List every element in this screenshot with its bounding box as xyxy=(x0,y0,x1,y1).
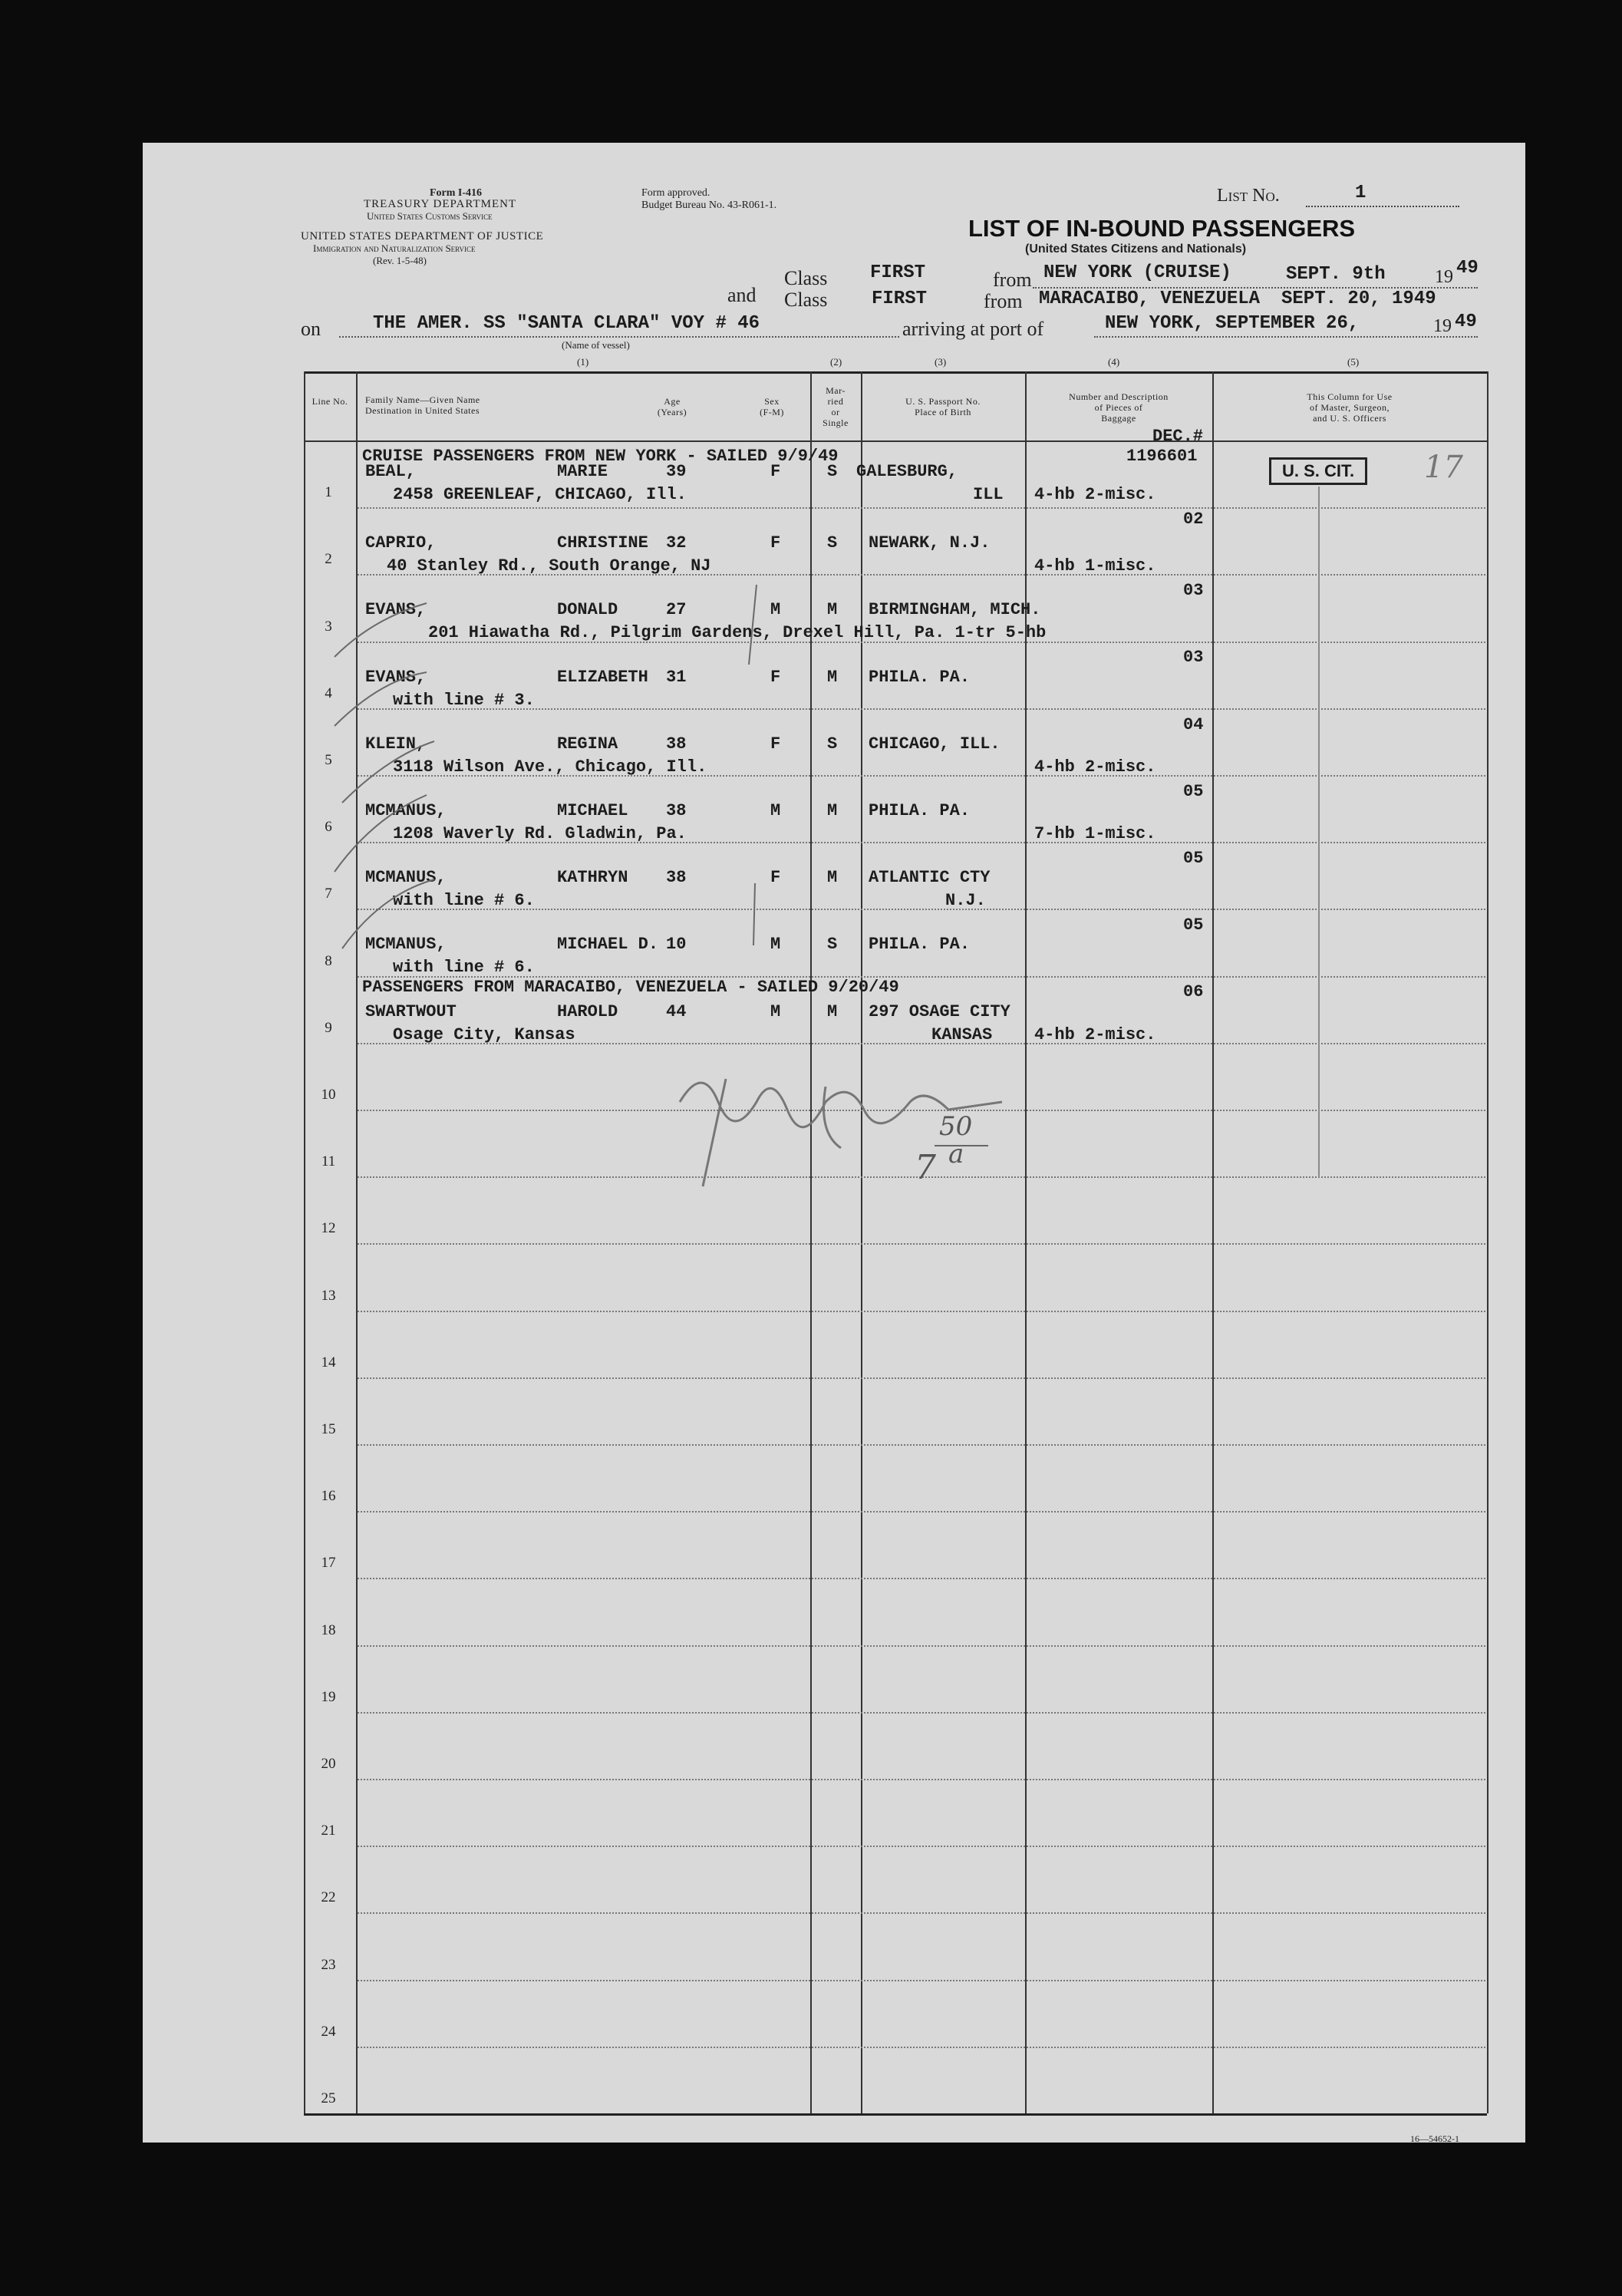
header-passport: U. S. Passport No. Place of Birth xyxy=(905,396,981,417)
pencil-slash xyxy=(335,672,427,726)
year-value-1: 49 xyxy=(1456,258,1479,279)
passenger-given-name: KATHRYN xyxy=(557,868,628,888)
fraction-numerator: 50 xyxy=(939,1111,973,1142)
page-subtitle: (United States Citizens and Nationals) xyxy=(1025,242,1247,256)
passenger-age: 27 xyxy=(666,600,687,620)
row-rule xyxy=(358,1444,1485,1446)
date-value-1: SEPT. 9th xyxy=(1286,264,1386,285)
fraction-denominator: a xyxy=(948,1139,964,1169)
header-age: Age (Years) xyxy=(657,396,687,417)
customs-service: United States Customs Service xyxy=(367,210,493,222)
passenger-birthplace-2: N.J. xyxy=(945,891,986,911)
passenger-birthplace: GALESBURG, xyxy=(856,462,958,481)
passenger-marital-status: M xyxy=(827,667,838,687)
passenger-dec-number: 03 xyxy=(1183,581,1204,601)
pencil-slash xyxy=(753,883,755,945)
passenger-birthplace: PHILA. PA. xyxy=(869,935,971,955)
on-label: on xyxy=(301,318,321,340)
col-num-3: (3) xyxy=(935,356,947,368)
class-label-1: Class xyxy=(784,267,828,289)
passenger-sex: M xyxy=(770,600,781,620)
passenger-destination: with line # 6. xyxy=(393,958,535,978)
pencil-slash xyxy=(749,585,757,665)
passenger-birthplace: CHICAGO, ILL. xyxy=(869,734,1001,754)
passenger-family-name: EVANS, xyxy=(365,600,427,620)
date-value-2: SEPT. 20, 1949 xyxy=(1281,289,1436,309)
line-number: 9 xyxy=(325,1019,332,1036)
passenger-age: 10 xyxy=(666,935,687,955)
arriving-label: arriving at port of xyxy=(902,318,1044,340)
header-baggage: Number and Description of Pieces of Baggage xyxy=(1069,391,1169,424)
passenger-age: 39 xyxy=(666,462,687,481)
year-prefix-3: 19 xyxy=(1433,316,1452,336)
passenger-birthplace-2: KANSAS xyxy=(931,1024,993,1044)
passenger-age: 38 xyxy=(666,868,687,888)
passenger-family-name: BEAL, xyxy=(365,462,417,481)
row-rule xyxy=(358,1712,1485,1714)
line-number: 7 xyxy=(325,886,332,902)
treasury-dept: TREASURY DEPARTMENT xyxy=(364,198,517,210)
line-number: 19 xyxy=(321,1688,336,1705)
passenger-family-name: MCMANUS, xyxy=(365,801,447,820)
line-number: 21 xyxy=(321,1823,336,1839)
passenger-dec-number: 04 xyxy=(1183,714,1204,734)
passenger-marital-status: M xyxy=(827,600,838,620)
line-number: 11 xyxy=(321,1153,336,1170)
header-line-no: Line No. xyxy=(312,396,348,407)
stamp-count: 17 xyxy=(1424,450,1463,485)
passenger-sex: F xyxy=(770,462,781,481)
line-number: 15 xyxy=(321,1421,336,1437)
row-rule xyxy=(358,2047,1485,2048)
passenger-marital-status: M xyxy=(827,801,838,820)
pencil-slash xyxy=(335,795,427,872)
passenger-family-name: KLEIN, xyxy=(365,734,427,754)
table-bottom xyxy=(304,2113,1487,2116)
line-number: 6 xyxy=(325,819,332,836)
dec-number: 1196601 xyxy=(1126,447,1198,466)
doj: UNITED STATES DEPARTMENT OF JUSTICE xyxy=(301,230,544,242)
class-value-2: FIRST xyxy=(872,289,928,309)
line-number: 25 xyxy=(321,2090,336,2106)
passenger-family-name: CAPRIO, xyxy=(365,533,437,553)
passenger-marital-status: S xyxy=(827,935,838,955)
passenger-destination: with line # 6. xyxy=(393,891,535,911)
from-label-2: from xyxy=(984,290,1023,312)
line-number: 14 xyxy=(321,1354,336,1371)
manifest-page xyxy=(143,143,1525,2143)
passenger-destination: 40 Stanley Rd., South Orange, NJ xyxy=(387,556,711,576)
passenger-marital-status: S xyxy=(827,462,838,481)
passenger-age: 38 xyxy=(666,734,687,754)
row-rule xyxy=(358,1311,1485,1312)
passenger-dec-number: 03 xyxy=(1183,648,1204,668)
line-number: 2 xyxy=(325,551,332,568)
section-header-maracaibo: PASSENGERS FROM MARACAIBO, VENEZUELA - SAILED 9/20/49 xyxy=(362,978,899,997)
passenger-age: 31 xyxy=(666,667,687,687)
passenger-family-name: MCMANUS, xyxy=(365,868,447,888)
from-value-1: NEW YORK (CRUISE) xyxy=(1043,262,1231,283)
line-number: 13 xyxy=(321,1287,336,1304)
class-value-1: FIRST xyxy=(870,262,926,283)
col-num-1: (1) xyxy=(577,356,589,368)
passenger-given-name: MARIE xyxy=(557,462,608,481)
passenger-destination: 201 Hiawatha Rd., Pilgrim Gardens, Drexel Hill, Pa. 1-tr 5-hb xyxy=(428,623,1047,643)
col-num-5: (5) xyxy=(1347,356,1360,368)
passenger-birthplace: 297 OSAGE CITY xyxy=(869,1001,1010,1021)
page-title: LIST OF IN-BOUND PASSENGERS xyxy=(968,215,1356,242)
dec-label: DEC.# xyxy=(1152,427,1204,446)
year-value-3: 49 xyxy=(1455,312,1477,332)
line-number: 4 xyxy=(325,685,332,701)
row-rule xyxy=(358,1511,1485,1513)
line-number: 3 xyxy=(325,618,332,635)
row-rule xyxy=(358,1846,1485,1847)
passenger-given-name: MICHAEL D. xyxy=(557,935,659,955)
passenger-sex: F xyxy=(770,734,781,754)
passenger-baggage: 4-hb 2-misc. xyxy=(1034,1024,1156,1044)
footer-code: 16—54652-1 xyxy=(1410,2133,1459,2144)
passenger-sex: F xyxy=(770,868,781,888)
passenger-dec-number: 05 xyxy=(1183,781,1204,801)
ins: Immigration and Naturalization Service xyxy=(313,242,476,254)
passenger-dec-number: 05 xyxy=(1183,915,1204,935)
row-rule xyxy=(358,1377,1485,1379)
col-num-4: (4) xyxy=(1108,356,1120,368)
list-no-value: 1 xyxy=(1355,183,1367,203)
from-value-2: MARACAIBO, VENEZUELA xyxy=(1039,289,1261,309)
and-label: and xyxy=(727,284,757,306)
line-number: 16 xyxy=(321,1488,336,1505)
port-value: NEW YORK, SEPTEMBER 26, xyxy=(1105,313,1360,334)
header-officers: This Column for Use of Master, Surgeon, and U. S. Officers xyxy=(1307,391,1393,424)
row-rule xyxy=(358,1779,1485,1780)
fraction-whole: 7 xyxy=(915,1148,936,1187)
signature-text xyxy=(710,1073,715,1074)
row-rule xyxy=(358,1912,1485,1914)
passenger-dec-number: 05 xyxy=(1183,849,1204,868)
from-label-1: from xyxy=(993,269,1032,291)
row-rule xyxy=(358,1980,1485,1981)
passenger-birthplace: NEWARK, N.J. xyxy=(869,533,991,553)
passenger-baggage: 7-hb 1-misc. xyxy=(1034,824,1156,843)
passenger-given-name: HAROLD xyxy=(557,1001,618,1021)
passenger-sex: M xyxy=(770,935,781,955)
passenger-given-name: CHRISTINE xyxy=(557,533,648,553)
class-label-2: Class xyxy=(784,289,828,311)
passenger-destination: with line # 3. xyxy=(393,690,535,710)
passenger-birthplace: ATLANTIC CTY xyxy=(869,868,991,888)
passenger-family-name: MCMANUS, xyxy=(365,935,447,955)
list-no-label: List No. xyxy=(1217,186,1280,206)
passenger-marital-status: M xyxy=(827,868,838,888)
passenger-age: 32 xyxy=(666,533,687,553)
passenger-given-name: REGINA xyxy=(557,734,618,754)
line-number: 10 xyxy=(321,1087,336,1103)
line-number: 20 xyxy=(321,1756,336,1772)
passenger-marital-status: M xyxy=(827,1001,838,1021)
line-number: 1 xyxy=(325,484,332,501)
header-sex: Sex (F-M) xyxy=(760,396,784,417)
passenger-destination: 2458 GREENLEAF, CHICAGO, Ill. xyxy=(393,485,687,504)
section-header-cruise: CRUISE PASSENGERS FROM NEW YORK - SAILED 9/9/49 xyxy=(362,447,839,466)
row-rule xyxy=(358,1578,1485,1579)
passenger-birthplace: PHILA. PA. xyxy=(869,801,971,820)
passenger-family-name: EVANS, xyxy=(365,667,427,687)
line-number: 17 xyxy=(321,1555,336,1572)
passenger-baggage: 4-hb 2-misc. xyxy=(1034,757,1156,777)
passenger-destination: Osage City, Kansas xyxy=(393,1024,575,1044)
form-number: Form I-416 xyxy=(430,187,483,199)
passenger-birthplace: PHILA. PA. xyxy=(869,667,971,687)
budget-bureau: Budget Bureau No. 43-R061-1. xyxy=(641,200,777,211)
passenger-baggage: 4-hb 1-misc. xyxy=(1034,556,1156,576)
passenger-marital-status: S xyxy=(827,533,838,553)
passenger-sex: F xyxy=(770,667,781,687)
col-num-2: (2) xyxy=(830,356,842,368)
passenger-dec-number: 02 xyxy=(1183,510,1204,529)
line-number: 18 xyxy=(321,1621,336,1638)
header-name: Family Name—Given Name Destination in United States xyxy=(365,394,480,416)
passenger-sex: M xyxy=(770,801,781,820)
year-prefix-1: 19 xyxy=(1435,267,1453,287)
line-number: 22 xyxy=(321,1889,336,1906)
line-number: 8 xyxy=(325,952,332,969)
revision: (Rev. 1-5-48) xyxy=(373,255,427,266)
row-rule xyxy=(358,1243,1485,1245)
passenger-dec-number: 06 xyxy=(1183,982,1204,1002)
line-number: 12 xyxy=(321,1220,336,1237)
passenger-marital-status: S xyxy=(827,734,838,754)
passenger-birthplace-2: ILL xyxy=(973,485,1004,504)
passenger-destination: 1208 Waverly Rd. Gladwin, Pa. xyxy=(393,824,687,843)
passenger-age: 38 xyxy=(666,801,687,820)
pencil-slash xyxy=(335,603,427,657)
line-number: 5 xyxy=(325,752,332,768)
passenger-sex: M xyxy=(770,1001,781,1021)
passenger-sex: F xyxy=(770,533,781,553)
us-cit-stamp: U. S. CIT. xyxy=(1269,457,1367,485)
passenger-given-name: ELIZABETH xyxy=(557,667,648,687)
pencil-slash xyxy=(342,879,434,948)
form-approved: Form approved. xyxy=(641,187,710,199)
row-rule xyxy=(358,1645,1485,1647)
passenger-destination: 3118 Wilson Ave., Chicago, Ill. xyxy=(393,757,707,777)
header-married: Mar- ried or Single xyxy=(823,385,849,428)
passenger-birthplace: BIRMINGHAM, MICH. xyxy=(869,600,1041,620)
line-number: 24 xyxy=(321,2023,336,2040)
passenger-baggage: 4-hb 2-misc. xyxy=(1034,485,1156,504)
signature-scribble xyxy=(672,1056,1102,1209)
passenger-age: 44 xyxy=(666,1001,687,1021)
passenger-given-name: DONALD xyxy=(557,600,618,620)
vessel-caption: (Name of vessel) xyxy=(562,339,630,351)
passenger-given-name: MICHAEL xyxy=(557,801,628,820)
line-number: 23 xyxy=(321,1956,336,1973)
pencil-slash xyxy=(342,741,434,803)
vessel-name: THE AMER. SS "SANTA CLARA" VOY # 46 xyxy=(373,313,760,334)
passenger-family-name: SWARTWOUT xyxy=(365,1001,457,1021)
